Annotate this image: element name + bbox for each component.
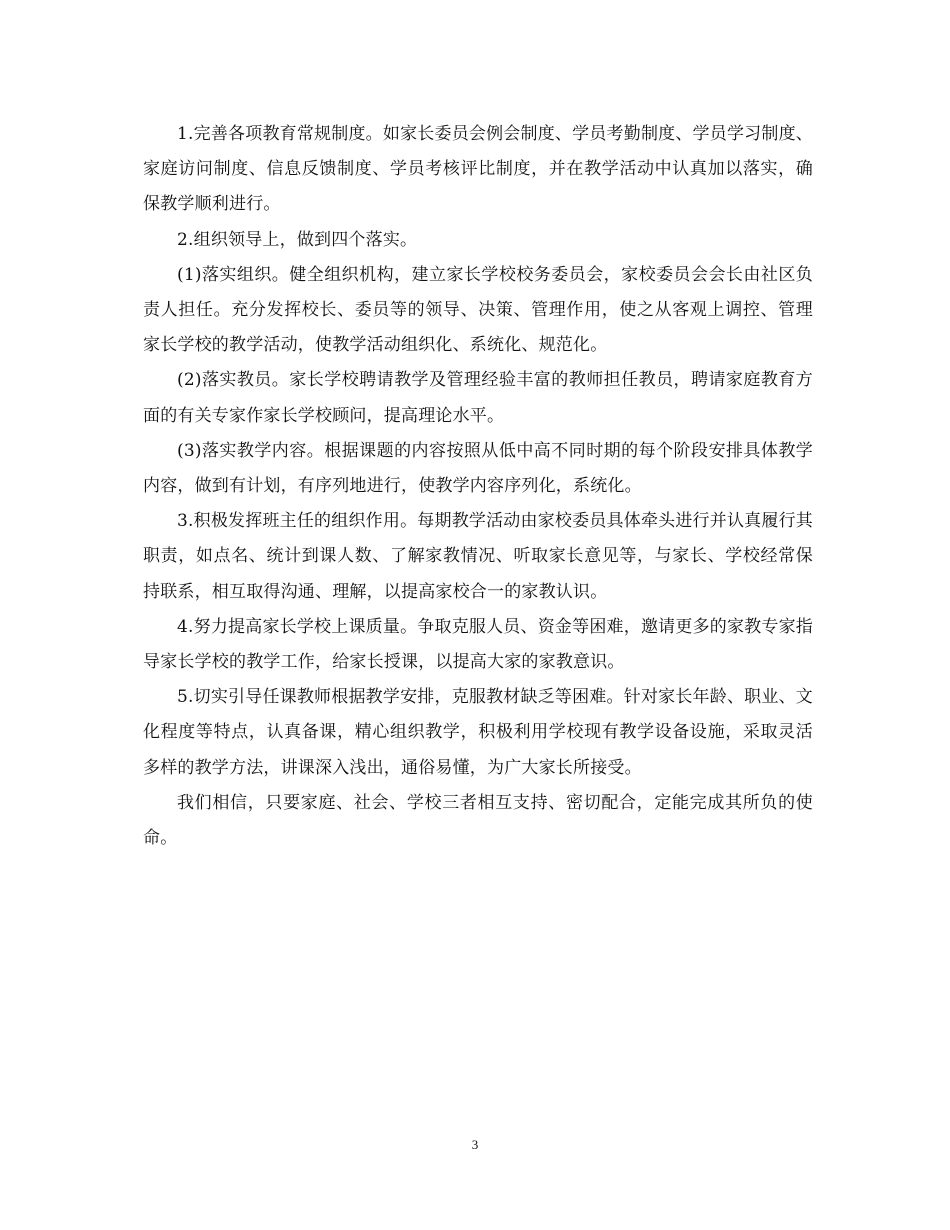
paragraph-2: 2.组织领导上，做到四个落实。 bbox=[177, 229, 418, 250]
paragraph-5: (3)落实教学内容。根据课题的内容按照从低中高不同时期的每个阶段安排具体教学内容，做到有计划，有序列地进行，使教学内容序列化，系统化。 bbox=[143, 440, 813, 497]
paragraph-8: 5.切实引导任课教师根据教学安排，克服教材缺乏等困难。针对家长年龄、职业、文化程度等特点，认真备课，精心组织教学，积极利用学校现有教学设备设施，采取灵活多样的教学方法，讲课深入浅出，通俗易懂，为广大家长所接受。 bbox=[143, 687, 813, 778]
document-body bbox=[143, 117, 813, 856]
paragraph-3: (1)落实组织。健全组织机构，建立家长学校校务委员会，家校委员会会长由社区负责人担任。充分发挥校长、委员等的领导、决策、管理作用，使之从客观上调控、管理家长学校的教学活动，使教学活动组织化、系统化、规范化。 bbox=[143, 264, 813, 356]
paragraph-9: 我们相信，只要家庭、社会、学校三者相互支持、密切配合，定能完成其所负的使命。 bbox=[143, 792, 813, 849]
paragraph-1: 1.完善各项教育常规制度。如家长委员会例会制度、学员考勤制度、学员学习制度、家庭访问制度、信息反馈制度、学员考核评比制度，并在教学活动中认真加以落实，确保教学顺利进行。 bbox=[143, 124, 813, 215]
page-number: 3 bbox=[471, 1137, 479, 1152]
paragraph-6: 3.积极发挥班主任的组织作用。每期教学活动由家校委员具体牵头进行并认真履行其职责，如点名、统计到课人数、了解家教情况、听取家长意见等，与家长、学校经常保持联系，相互取得沟通、理解，以提高家校合一的家教认识。 bbox=[143, 511, 813, 602]
paragraph-4: (2)落实教员。家长学校聘请教学及管理经验丰富的教师担任教员，聘请家庭教育方面的有关专家作家长学校顾问，提高理论水平。 bbox=[143, 370, 813, 426]
paragraph-7: 4.努力提高家长学校上课质量。争取克服人员、资金等困难，邀请更多的家教专家指导家长学校的教学工作，给家长授课，以提高大家的家教意识。 bbox=[143, 616, 813, 673]
